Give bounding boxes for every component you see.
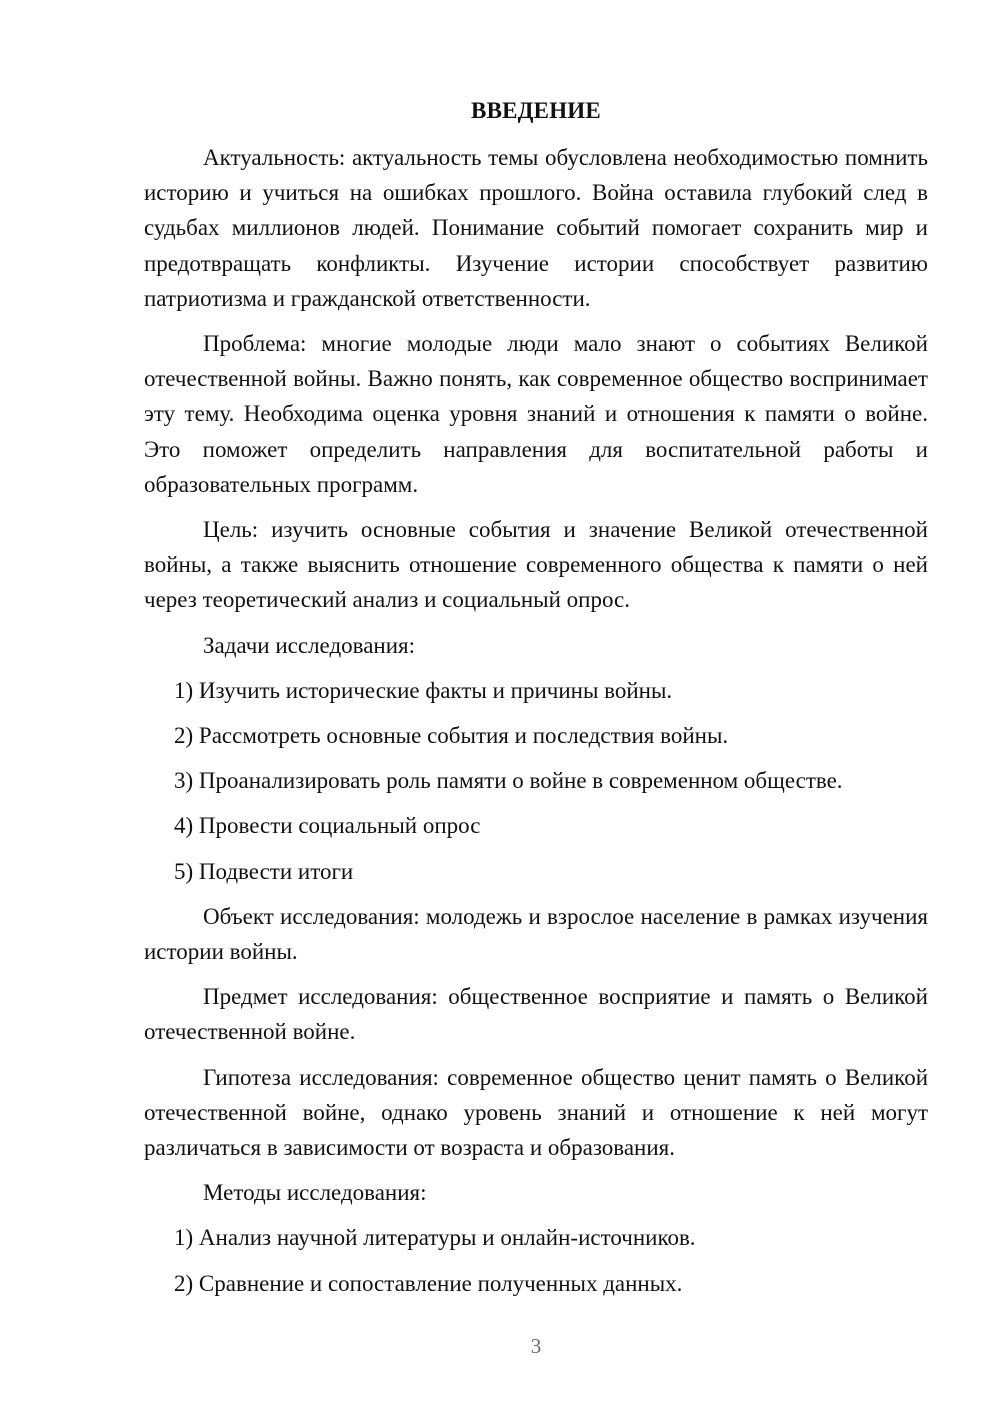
task-item: 5) Подвести итоги [174, 858, 354, 884]
object-paragraph: Объект исследования: молодежь и взрослое население в рамках изучения истории войны. [144, 903, 928, 965]
methods-list [144, 1220, 928, 1300]
relevance-paragraph: Актуальность: актуальность темы обусловлена необходимостью помнить историю и учиться на ошибках прошлого. Война оставила глубокий след в судьбах миллионов людей. Понимание событий помогает сохранить мир и предотвращать конфликты. Изучение истории способствует развитию патриотизма и гражданской ответственности. [144, 145, 928, 311]
document-page [144, 94, 928, 1311]
section-title: ВВЕДЕНИЕ [471, 98, 601, 123]
page-number: 3 [530, 1334, 542, 1358]
tasks-heading: Задачи исследования: [203, 632, 416, 658]
task-item: 4) Провести социальный опрос [174, 813, 481, 839]
method-item: 2) Сравнение и сопоставление полученных данных. [174, 1270, 683, 1296]
method-item: 1) Анализ научной литературы и онлайн-источников. [174, 1225, 696, 1251]
subject-paragraph: Предмет исследования: общественное восприятие и память о Великой отечественной войне. [144, 984, 928, 1045]
goal-paragraph: Цель: изучить основные события и значение Великой отечественной войны, а также выяснить отношение современного общества к памяти о ней через теоретический анализ и социальный опрос. [144, 517, 928, 613]
task-item: 3) Проанализировать роль памяти о войне в современном обществе. [174, 768, 843, 794]
task-item: 1) Изучить исторические факты и причины войны. [174, 677, 673, 703]
hypothesis-paragraph: Гипотеза исследования: современное общество ценит память о Великой отечественной войне, однако уровень знаний и отношение к ней могут различаться в зависимости от возраста и образования. [144, 1064, 928, 1161]
task-item: 2) Рассмотреть основные события и последствия войны. [174, 723, 729, 749]
tasks-list [144, 673, 928, 889]
methods-heading: Методы исследования: [203, 1180, 427, 1206]
problem-paragraph: Проблема: многие молодые люди мало знают о событиях Великой отечественной войны. Важно понять, как современное общество воспринимает эту тему. Необходима оценка уровня знаний и отношения к памяти о войне. Это поможет определить направления для воспитательной работы и образовательных программ. [144, 331, 928, 497]
